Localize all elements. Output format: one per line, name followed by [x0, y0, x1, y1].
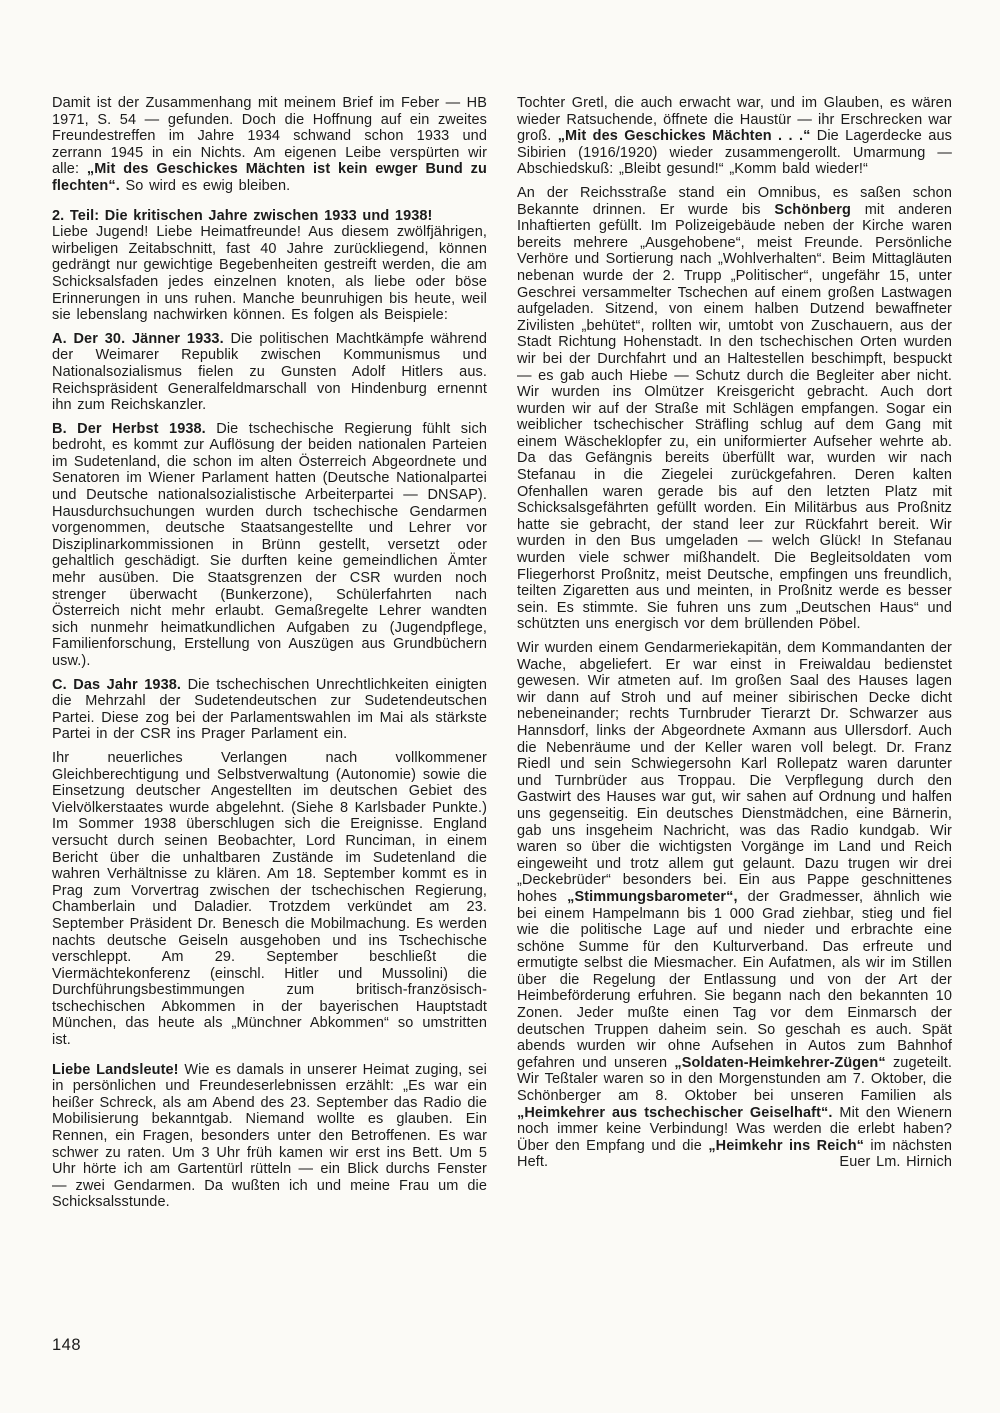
text-run: im nächsten Heft. — [517, 1137, 952, 1171]
text-run: A. Der 30. Jänner 1933. — [52, 330, 224, 347]
text-run: Schönberg — [774, 201, 852, 218]
text-run: C. Das Jahr 1938. — [52, 676, 182, 693]
text-run: Die tschechische Regierung fühlt sich bedroht, es kommt zur Auflösung der beiden nationalen Parteien im Sudetenland, die schon im alten Österreich Abgeordnete und Senatoren im Wiener Parlament hatten (Deutsche Nationalpartei und Deutsche nationalsozialistische Arbeiterpartei — DNSAP). Hausdurchsuchungen wurden durch tschechische Gendarmen vorgenommen, deutsche Staatsangestellte und Lehrer vor Disziplinarkommissionen in Brünn gestellt, versetzt oder gehaltlich geschädigt. Sie durften keine gemeindlichen Ämter mehr ausüben. Die Staatsgrenzen der CSR wurden noch strenger überwacht (Bunkerzone), Schülerfahrten nach Österreich nicht mehr erlaubt. Gemaßregelte Lehrer wandten sich nunmehr heimatkundlichen Aufgaben zu (Jugendpflege, Familienforschung, Erstellung von Auszügen aus Grundbüchern usw.). — [52, 420, 487, 669]
text-run: „Heimkehr ins Reich“ — [708, 1137, 864, 1154]
text-run: Die politischen Machtkämpfe während der Weimarer Republik zwischen Kommunismus und Nationalsozialismus fielen zu Gunsten Adolf Hitlers aus. Reichspräsident Generalfeldmarschall von Hindenburg ernennt ihn zum Reichskanzler. — [52, 330, 487, 414]
text-run: „Heimkehrer aus tschechischer Geiselhaft“. — [517, 1104, 833, 1121]
text-run: Tochter Gretl, die auch erwacht war, und im Glauben, es wären wieder Ratsuchende, öffnete die Haustür — ihr Erschrecken war groß. — [517, 95, 952, 145]
section-heading — [52, 208, 487, 225]
paragraph — [52, 95, 487, 195]
text-run: Die Lagerdecke aus Sibirien (1916/1920) wieder zusammengerollt. Umarmung — Abschiedskuß: „Bleibt gesund!“ „Komm bald wieder!“ — [517, 128, 952, 178]
paragraph — [52, 224, 487, 324]
text-run: Liebe Landsleute! — [52, 1061, 179, 1078]
text-run: mit anderen Inhaftierten gefüllt. Im Polizeigebäude neben der Kirche waren bereits mehrere „Ausgehobene“, meist Freunde. Persönliche Verhöre und Sortierung nach „Wohlverhalten“. Beim Mittagläuten nebenan wurde der 2. Trupp „Politischer“, ungefähr 15, unter Geschrei versammelter Tschechen auf einem großen Lastwagen aufgeladen. Sitzend, von einem halben Dutzend bewaffneter Zivilisten „behütet“, rollten wir, umtobt von Zuschauern, aus der Stadt Richtung Hohenstadt. In den tschechischen Orten wurden wir bei der Durchfahrt und an Haltestellen beschimpft, bespuckt — es gab auch Hiebe — Schutz durch die Begleiter aber nicht. Wir wurden ins Olmützer Kreisgericht gebracht. Auch dort wurden wir auf der Straße mit Schlägen empfangen. Sogar ein weiblicher tschechischer Sträfling schlug auf dem Gang mit einem Wäscheklopfer zu, ein uniformierter Aufseher wehrte ab. Da das Gefängnis bereits überfüllt war, wurden wir nach Stefanau in die Ziegelei zurückgefahren. Deren kalten Ofenhallen waren gerade bis auf den letzten Platz mit Schicksalsgefährten gefüllt worden. Ein Militärbus aus Proßnitz hatte sie gebracht, der stand leer zur Rückfahrt bereit. Wir wurden in den Bus umgeladen — welch Glück! In Stefanau wurden viele schwer mißhandelt. Die Begleitsoldaten vom Fliegerhorst Proßnitz, meist Deutsche, empfingen uns freundlich, teilten Zigaretten aus und meinten, in Proßnitz werde es besser sein. Es stimmte. Sie fuhren uns zum „Deutschen Haus“ und schützten uns energisch vor dem brüllenden Pöbel. — [517, 201, 952, 633]
page-number: 148 — [52, 1336, 82, 1354]
paragraph — [517, 95, 952, 178]
text-run: Liebe Jugend! Liebe Heimatfreunde! Aus diesem zwölfjährigen, wirbeligen Zeitabschnitt, fast 40 Jahre zurückliegend, können gedrängt nur gewichtige Begebenheiten gestreift werden, die am Schicksalsfaden jedes einzelnen knoten, als liebe oder böse Erinnerungen in uns ruhen. Manche beunruhigen bis heute, weil sie lebenslang nachwirken können. Es folgen als Beispiele: — [52, 224, 487, 324]
text-run: Mit den Wienern noch immer keine Verbindung! Was werden die erlebt haben? Über den Empfang und die — [517, 1104, 952, 1154]
text-run: „Stimmungsbarometer“, — [567, 888, 738, 905]
text-run: zugeteilt. Wir Teßtaler waren so in den Morgenstunden am 7. Oktober, die Schönberger am 8. Oktober bei unseren Familien als — [517, 1054, 952, 1105]
paragraph — [52, 750, 487, 1049]
column-left — [52, 95, 487, 1211]
text-run: Damit ist der Zusammenhang mit meinem Brief im Feber — HB 1971, S. 54 — gefunden. Doch die Hoffnung auf ein zweites Freundestreffen im Jahre 1934 schwand schon 1933 und zerrann 1945 in ein Nichts. Am eigenen Leibe verspürten wir alle: — [52, 95, 487, 178]
text-run: Wie es damals in unserer Heimat zuging, sei in persönlichen und Freundeserlebnissen erzählt: „Es war ein heißer Schreck, als am Abend des 23. September das Radio die Mobilisierung bekanntgab. Niemand wollte es glauben. Ein Rennen, ein Fragen, besonders unter den Betroffenen. Es war schwer zu raten. Um 3 Uhr früh kamen wir erst ins Bett. Um 5 Uhr hörte ich am Gartentürl rütteln — ein Blick durchs Fenster — zwei Gendarmen. Da wußten ich und meine Frau um die Schicksalsstunde. — [52, 1061, 487, 1211]
text-columns — [52, 95, 952, 1211]
column-right — [517, 95, 952, 1211]
text-run: „Soldaten-Heimkehrer-Zügen“ — [674, 1054, 886, 1071]
paragraph — [52, 1062, 487, 1211]
text-run: 2. Teil: Die kritischen Jahre zwischen 1933 und 1938! — [52, 207, 433, 224]
paragraph — [52, 331, 487, 414]
text-run: „Mit des Geschickes Mächten ist kein ewger Bund zu flechten“. — [52, 161, 487, 194]
text-run: Ihr neuerliches Verlangen nach vollkommener Gleichberechtigung und Selbstverwaltung (Autonomie) sowie die Einsetzung deutscher Angestellten im deutschen Gebiet des Vielvölkerstaates wurde abgelehnt. (Siehe 8 Karlsbader Punkte.) Im Sommer 1938 überschlugen sich die Ereignisse. England versucht durch seinen Beobachter, Lord Runciman, in einem Bericht über die unhaltbaren Zustände im Sudetenland die wahren Verhältnisse zu klären. Am 18. September kommt es in Prag zum Vorvertrag zwischen der tschechischen Regierung, Chamberlain und Daladier. Trotzdem verkündet am 23. September Präsident Dr. Benesch die Mobilmachung. Es werden nachts deutsche Geiseln ausgehoben und ins Tschechische verschleppt. Am 29. September beschließt die Viermächtekonferenz (einschl. Hitler und Mussolini) die Durchführungsbestimmungen zum britisch-französisch-tschechischen Abkommen in der bayerischen Hauptstadt München, das heute als „Münchner Abkommen“ so umstritten ist. — [52, 749, 487, 1049]
text-run: B. Der Herbst 1938. — [52, 420, 206, 437]
paragraph — [517, 185, 952, 633]
paragraph — [52, 677, 487, 743]
text-run: So wird es ewig bleiben. — [119, 177, 291, 194]
text-run: Die tschechischen Unrechtlichkeiten einigten die Mehrzahl der Sudetendeutschen zur Sudetendeutschen Partei. Diese zog bei der Parlamentswahlen im Mai als stärkste Partei in der CSR ins Prager Parlament ein. — [52, 676, 487, 743]
paragraph — [52, 421, 487, 670]
text-run: der Gradmesser, ähnlich wie bei einem Hampelmann bis 1 000 Grad ziehbar, stieg und fiel wie die politische Lage auf und nieder und erbrachte eine schöne Summe für den Kulturverband. Das erfreute und ermutigte selbst die Miesmacher. Ein Aufatmen, als wir im Stillen über die Regelung der Entlassung und von der Art der Heimbeförderung erfuhren. Sie begann nach den bekannten 10 Zonen. Jeder mußte einen Tag vor dem Einmarsch der deutschen Truppen daheim sein. So geschah es auch. Spät abends wurden wir ohne Aufsehen in Autos zum Bahnhof gefahren und unseren — [517, 888, 952, 1071]
text-run: Wir wurden einem Gendarmeriekapitän, dem Kommandanten der Wache, abgeliefert. Er war einst in Freiwaldau bedienstet gewesen. Wir atmeten auf. Im großen Saal des Hauses lagen wir dann auf Stroh und auf meiner sibirischen Decke dicht nebeneinander; rechts Turnbruder Tierarzt Dr. Schwarzer aus Hannsdorf, links der Abgeordnete Axmann aus Ullersdorf. Auch die Nebenräume und der Keller waren voll belegt. Dr. Franz Riedl und sein Schwiegersohn Karl Rollepatz waren darunter und Turnbrüder aus Troppau. Die Verpflegung durch den Gastwirt des Hauses war gut, wir sahen auf Ordnung und halfen uns gegenseitig. Ein deutsches Dienstmädchen, eine Bärnerin, gab uns insgeheim Nachricht, was das Radio kundgab. Wir waren so über die wichtigsten Vorgänge im Land und Reich eingeweiht und trotz allem gut gelaunt. Dazu trugen wir drei „Deckebrüder“ besonders bei. Ein aus Pappe geschnittenes hohes — [517, 640, 952, 905]
text-run: „Mit des Geschickes Mächten . . .“ — [557, 128, 811, 145]
signature: Euer Lm. Hirnich — [839, 1154, 952, 1171]
paragraph — [517, 640, 952, 1171]
text-run: An der Reichsstraße stand ein Omnibus, es saßen schon Bekannte drinnen. Er wurde bis — [517, 184, 952, 218]
